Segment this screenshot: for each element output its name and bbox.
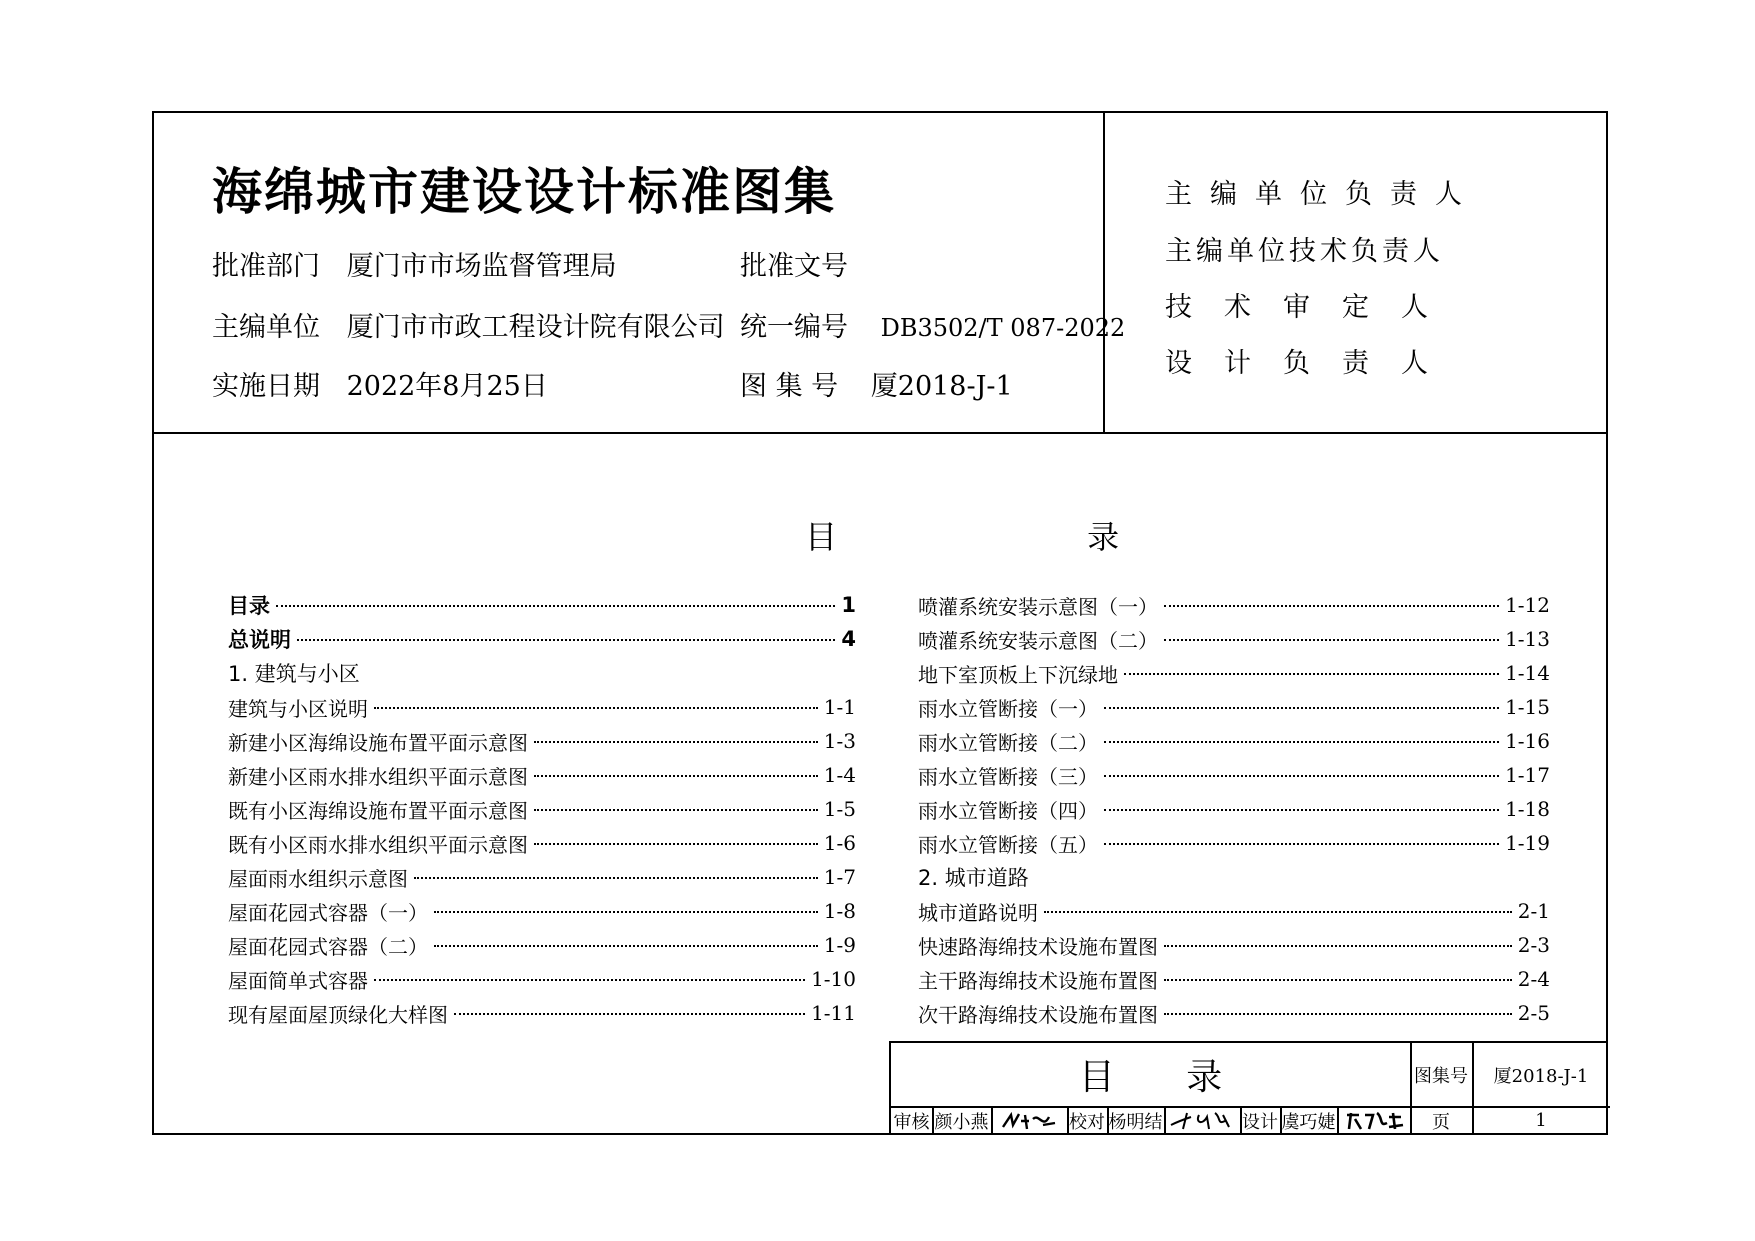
toc-entry[interactable] bbox=[228, 692, 856, 722]
toc-entry-page: 1-17 bbox=[1505, 763, 1550, 787]
toc-entry-title: 城市道路说明 bbox=[918, 900, 1038, 925]
unified-no-label: 统一编号 bbox=[740, 312, 848, 343]
toc-entry[interactable] bbox=[918, 862, 1550, 892]
toc-entry-title: 屋面花园式容器（一） bbox=[228, 900, 428, 925]
design-responsible: 设计负责人 bbox=[1165, 348, 1460, 379]
checker-signature bbox=[1164, 1106, 1240, 1135]
toc-entry-title: 新建小区海绵设施布置平面示意图 bbox=[228, 730, 528, 755]
toc-leader-dots bbox=[1124, 673, 1499, 675]
toc-entry-page: 1-1 bbox=[823, 695, 856, 719]
toc-entry[interactable] bbox=[918, 658, 1550, 688]
toc-entry-title: 建筑与小区说明 bbox=[228, 696, 368, 721]
toc-entry-title: 主干路海绵技术设施布置图 bbox=[918, 968, 1158, 993]
toc-entry-page: 2-3 bbox=[1517, 933, 1550, 957]
toc-entry-page: 1-7 bbox=[823, 865, 856, 889]
toc-entry-page: 1-6 bbox=[823, 831, 856, 855]
toc-entry[interactable] bbox=[918, 964, 1550, 994]
approval-dept-row bbox=[212, 244, 617, 283]
toc-entry[interactable] bbox=[918, 760, 1550, 790]
toc-entry-page: 1-9 bbox=[823, 933, 856, 957]
toc-entry[interactable] bbox=[918, 726, 1550, 756]
title-block-name: 目 录 bbox=[1078, 1057, 1253, 1098]
toc-entry-title: 快速路海绵技术设施布置图 bbox=[918, 934, 1158, 959]
toc-leader-dots bbox=[454, 1013, 805, 1015]
toc-leader-dots bbox=[1104, 707, 1499, 709]
toc-leader-dots bbox=[414, 877, 818, 879]
toc-leader-dots bbox=[434, 911, 818, 913]
toc-entry[interactable] bbox=[228, 726, 856, 756]
toc-entry-page: 1-16 bbox=[1505, 729, 1550, 753]
impl-date-row bbox=[212, 364, 548, 403]
toc-entry-page: 1-11 bbox=[811, 1001, 856, 1025]
toc-entry[interactable] bbox=[228, 998, 856, 1028]
toc-entry-page: 1 bbox=[841, 593, 856, 617]
toc-entry[interactable] bbox=[228, 828, 856, 858]
toc-entry[interactable] bbox=[228, 896, 856, 926]
header-column-divider bbox=[1103, 111, 1105, 433]
toc-leader-dots bbox=[1164, 639, 1499, 641]
toc-entry-page: 1-14 bbox=[1505, 661, 1550, 685]
toc-entry-title: 地下室顶板上下沉绿地 bbox=[918, 662, 1118, 687]
impl-date-label: 实施日期 bbox=[212, 371, 320, 402]
atlas-no-value: 厦2018-J-1 bbox=[870, 371, 1013, 402]
page-value: 1 bbox=[1535, 1110, 1547, 1131]
toc-entry-page: 1-13 bbox=[1505, 627, 1550, 651]
toc-entry[interactable] bbox=[918, 590, 1550, 620]
atlas-title: 海绵城市建设设计标准图集 bbox=[212, 163, 836, 221]
toc-entry-page: 2-4 bbox=[1517, 967, 1550, 991]
toc-leader-dots bbox=[534, 741, 818, 743]
toc-entry[interactable] bbox=[918, 624, 1550, 654]
toc-entry-title: 2. 城市道路 bbox=[918, 866, 1029, 890]
toc-entry[interactable] bbox=[918, 896, 1550, 926]
page-label: 页 bbox=[1432, 1111, 1450, 1133]
toc-entry-page: 1-5 bbox=[823, 797, 856, 821]
toc-leader-dots bbox=[1164, 979, 1512, 981]
toc-entry-title: 既有小区雨水排水组织平面示意图 bbox=[228, 832, 528, 857]
toc-entry[interactable] bbox=[918, 998, 1550, 1028]
designer-signature bbox=[1337, 1106, 1410, 1135]
approval-dept-label: 批准部门 bbox=[212, 251, 320, 282]
toc-entry[interactable] bbox=[918, 794, 1550, 824]
toc-entry[interactable] bbox=[228, 624, 856, 654]
toc-entry-title: 屋面雨水组织示意图 bbox=[228, 866, 408, 891]
toc-entry-page: 1-12 bbox=[1505, 593, 1550, 617]
toc-leader-dots bbox=[534, 775, 818, 777]
atlas-no-row bbox=[740, 364, 1013, 403]
toc-leader-dots bbox=[276, 605, 835, 607]
title-block-atlas-value: 厦2018-J-1 bbox=[1493, 1065, 1589, 1087]
toc-entry[interactable] bbox=[228, 794, 856, 824]
toc-entry-title: 屋面花园式容器（二） bbox=[228, 934, 428, 959]
chief-editor-tech-responsible: 主编单位技术负责人 bbox=[1165, 236, 1444, 267]
toc-title: 目 录 bbox=[805, 518, 1200, 556]
toc-entry-page: 1-8 bbox=[823, 899, 856, 923]
design-label: 设计 bbox=[1242, 1111, 1278, 1133]
toc-leader-dots bbox=[534, 809, 818, 811]
toc-entry[interactable] bbox=[228, 760, 856, 790]
toc-entry[interactable] bbox=[918, 930, 1550, 960]
checker-name: 杨明结 bbox=[1108, 1111, 1163, 1133]
toc-entry-page: 1-3 bbox=[823, 729, 856, 753]
editor-unit-row bbox=[212, 305, 725, 344]
toc-entry-page: 1-19 bbox=[1505, 831, 1550, 855]
toc-entry[interactable] bbox=[918, 692, 1550, 722]
toc-entry-title: 雨水立管断接（三） bbox=[918, 764, 1098, 789]
toc-entry-title: 目录 bbox=[228, 594, 270, 618]
unified-no-value: DB3502/T 087-2022 bbox=[880, 314, 1126, 342]
toc-leader-dots bbox=[434, 945, 818, 947]
toc-entry[interactable] bbox=[228, 658, 856, 688]
toc-entry-title: 雨水立管断接（五） bbox=[918, 832, 1098, 857]
toc-entry-title: 次干路海绵技术设施布置图 bbox=[918, 1002, 1158, 1027]
toc-leader-dots bbox=[1044, 911, 1512, 913]
toc-entry-page: 1-18 bbox=[1505, 797, 1550, 821]
toc-entry-title: 现有屋面屋顶绿化大样图 bbox=[228, 1002, 448, 1027]
toc-entry-title: 喷灌系统安装示意图（一） bbox=[918, 594, 1158, 619]
toc-leader-dots bbox=[374, 979, 805, 981]
toc-entry-page: 2-5 bbox=[1517, 1001, 1550, 1025]
toc-leader-dots bbox=[374, 707, 818, 709]
toc-entry-title: 1. 建筑与小区 bbox=[228, 662, 360, 686]
reviewer-signature bbox=[991, 1106, 1067, 1135]
approval-dept-value: 厦门市市场监督管理局 bbox=[346, 251, 617, 282]
approval-doc-label: 批准文号 bbox=[740, 251, 848, 282]
toc-entry-title: 雨水立管断接（四） bbox=[918, 798, 1098, 823]
toc-entry-page: 1-4 bbox=[823, 763, 856, 787]
editor-unit-label: 主编单位 bbox=[212, 312, 320, 343]
toc-entry-title: 雨水立管断接（二） bbox=[918, 730, 1098, 755]
toc-leader-dots bbox=[534, 843, 818, 845]
toc-leader-dots bbox=[1164, 945, 1512, 947]
toc-entry-title: 雨水立管断接（一） bbox=[918, 696, 1098, 721]
atlas-no-label: 图 集 号 bbox=[740, 371, 839, 402]
designer-name: 虞巧婕 bbox=[1281, 1111, 1336, 1133]
title-block bbox=[889, 1041, 1608, 1135]
toc-entry-title: 屋面简单式容器 bbox=[228, 968, 368, 993]
toc-entry-page: 1-10 bbox=[811, 967, 856, 991]
toc-entry-title: 总说明 bbox=[228, 628, 291, 652]
toc-entry-title: 喷灌系统安装示意图（二） bbox=[918, 628, 1158, 653]
header-divider bbox=[152, 432, 1608, 434]
toc-leader-dots bbox=[1104, 741, 1499, 743]
toc-entry-page: 2-1 bbox=[1517, 899, 1550, 923]
impl-date-value: 2022年8月25日 bbox=[346, 371, 548, 402]
toc-leader-dots bbox=[1164, 605, 1499, 607]
reviewer-name: 颜小燕 bbox=[934, 1111, 989, 1133]
toc-entry[interactable] bbox=[228, 964, 856, 994]
toc-leader-dots bbox=[1104, 775, 1499, 777]
technical-approver: 技术审定人 bbox=[1165, 292, 1460, 323]
editor-unit-value: 厦门市市政工程设计院有限公司 bbox=[346, 312, 725, 343]
review-label: 审核 bbox=[893, 1111, 930, 1133]
toc-leader-dots bbox=[1164, 1013, 1512, 1015]
check-label: 校对 bbox=[1069, 1111, 1105, 1133]
toc-entry[interactable] bbox=[918, 828, 1550, 858]
toc-entry-title: 新建小区雨水排水组织平面示意图 bbox=[228, 764, 528, 789]
toc-entry[interactable] bbox=[228, 862, 856, 892]
toc-entry[interactable] bbox=[228, 930, 856, 960]
toc-entry[interactable] bbox=[228, 590, 856, 620]
toc-entry-title: 既有小区海绵设施布置平面示意图 bbox=[228, 798, 528, 823]
toc-entry-page: 4 bbox=[841, 627, 856, 651]
toc-leader-dots bbox=[297, 639, 835, 641]
toc-leader-dots bbox=[1104, 809, 1499, 811]
toc-entry-page: 1-15 bbox=[1505, 695, 1550, 719]
chief-editor-responsible: 主编单位负责人 bbox=[1165, 179, 1480, 210]
toc-leader-dots bbox=[1104, 843, 1499, 845]
title-block-atlas-label: 图集号 bbox=[1414, 1065, 1468, 1087]
unified-no-row bbox=[740, 305, 1125, 344]
